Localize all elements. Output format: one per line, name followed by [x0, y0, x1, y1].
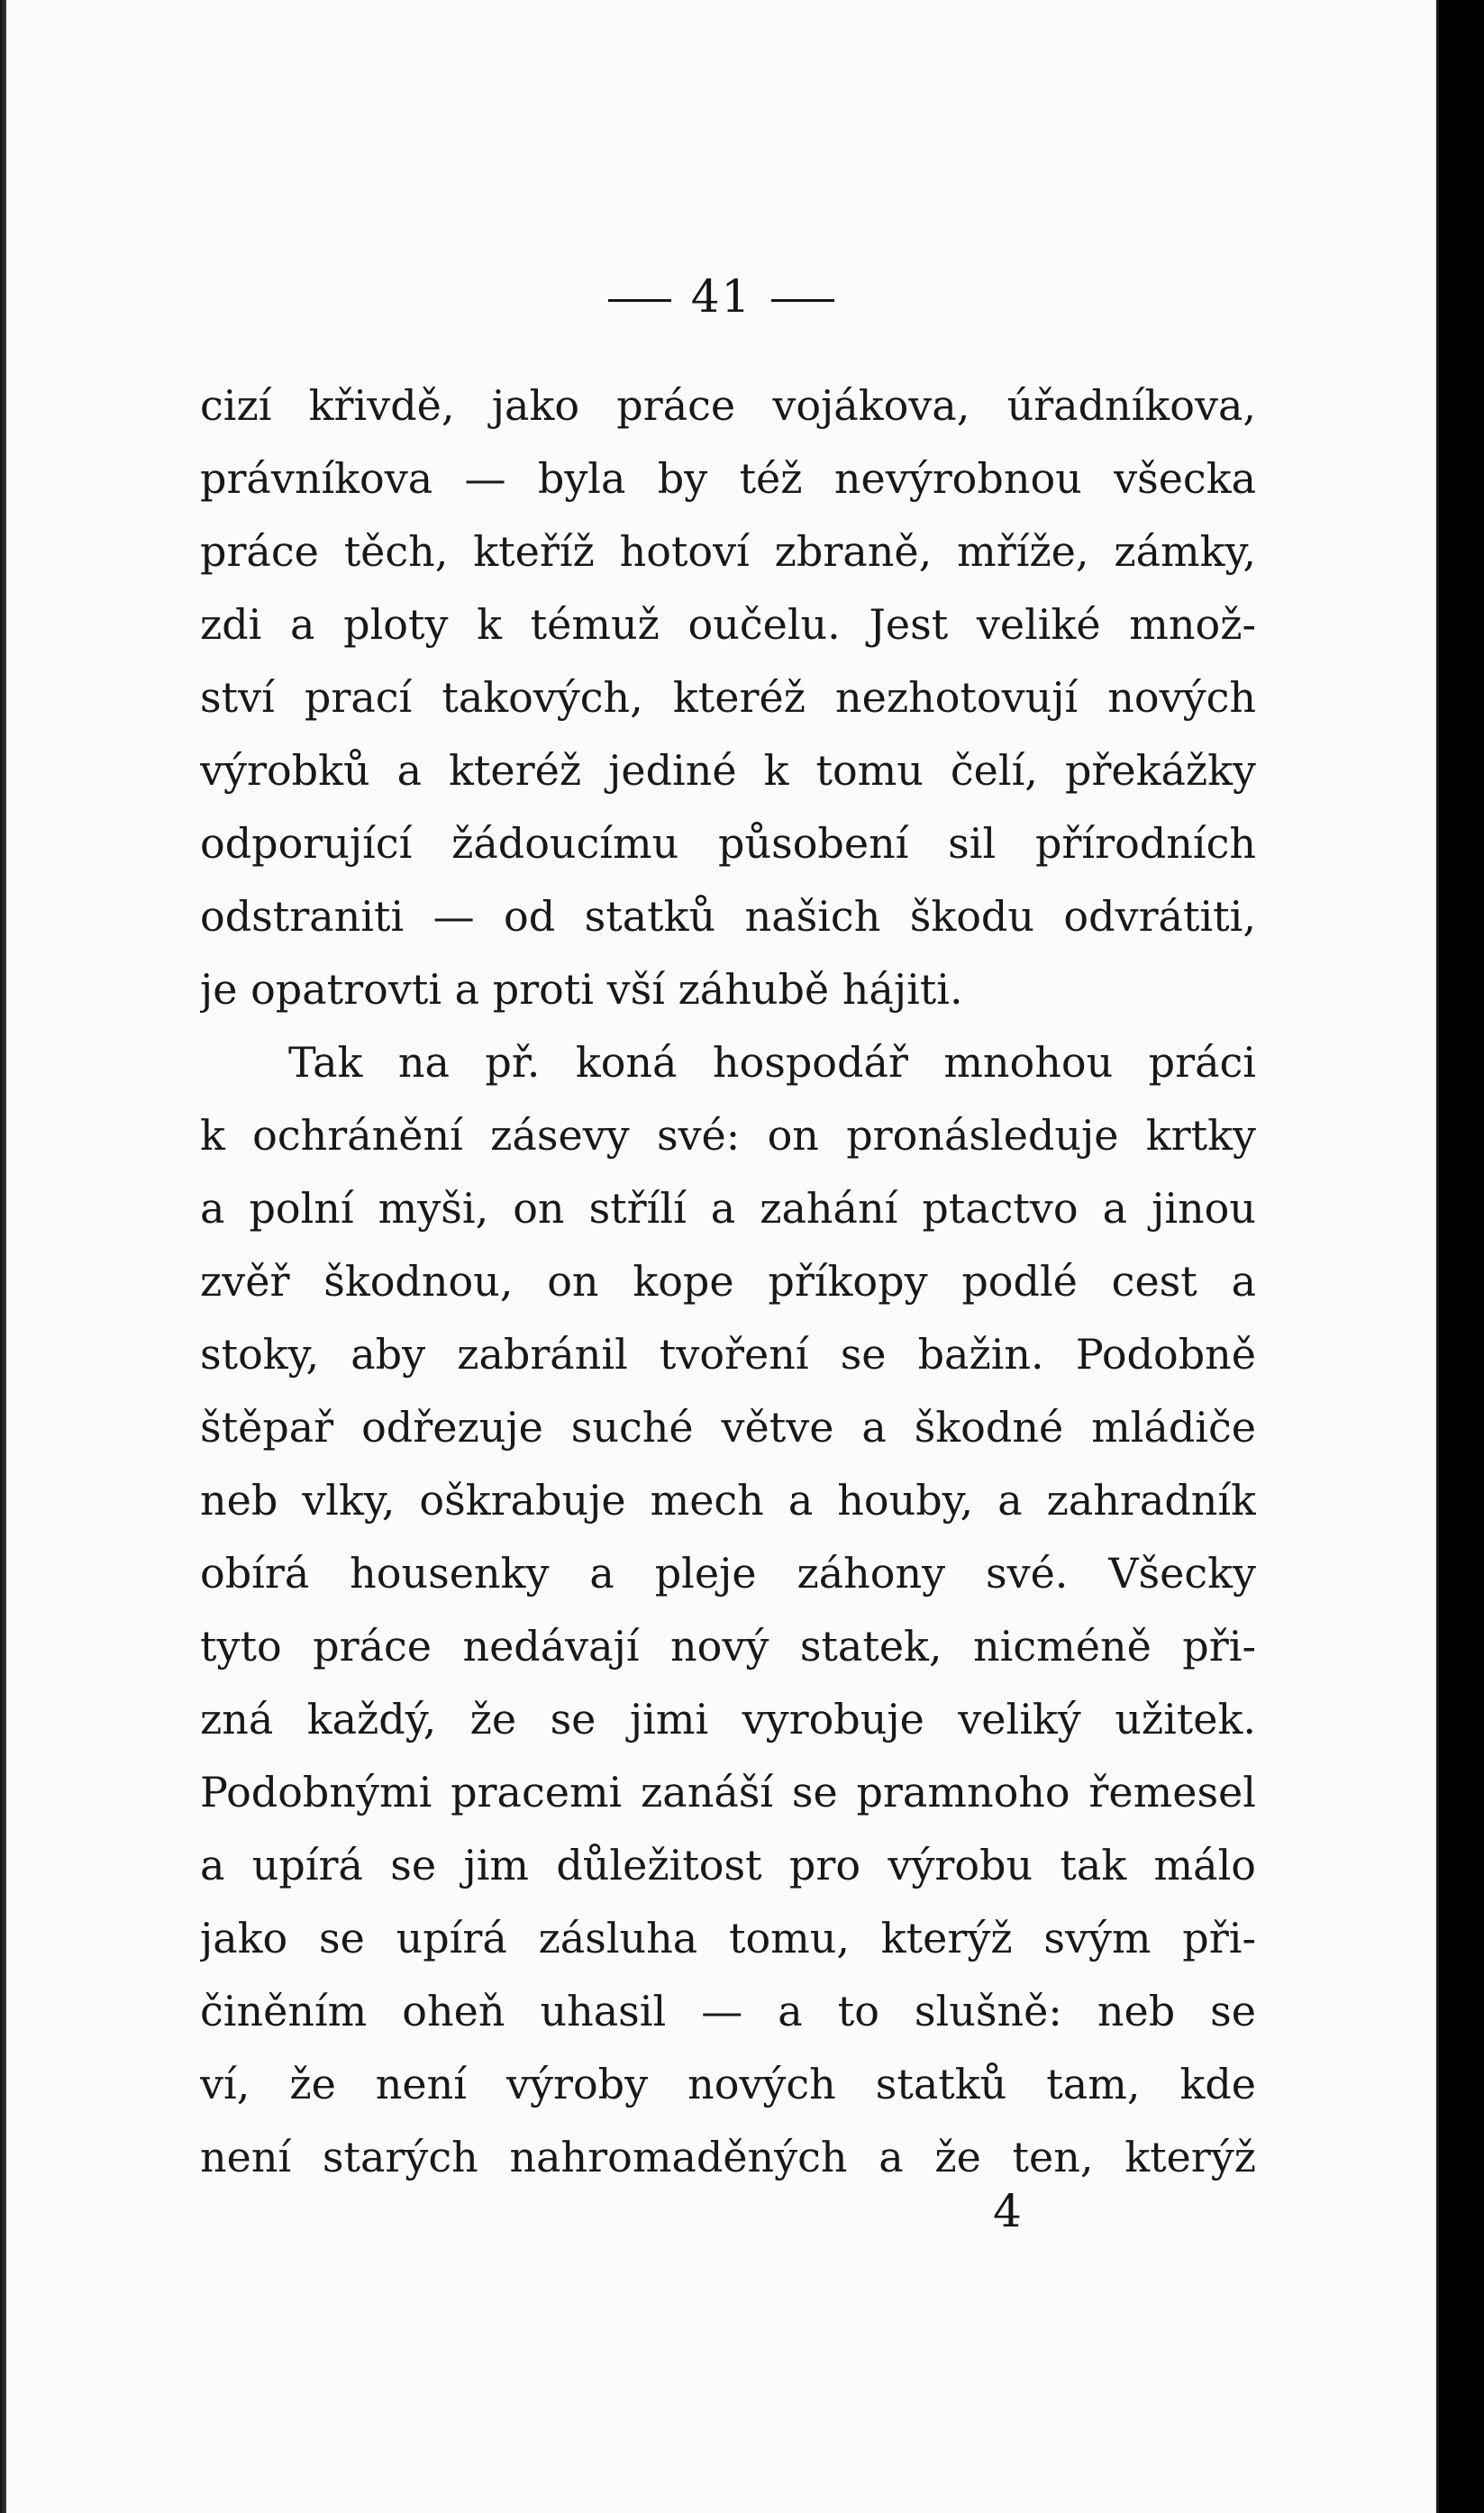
text-line: odporující žádoucímu působení sil přírodních: [200, 819, 1256, 868]
header-dash-right: [771, 299, 834, 302]
book-gutter-left: [0, 0, 6, 2513]
signature-mark: 4: [993, 2185, 1022, 2237]
text-line: výrobků a kteréž jediné k tomu čelí, překážky: [200, 746, 1256, 795]
text-line: není starých nahromaděných a že ten, kterýž: [200, 2133, 1256, 2181]
text-line: tyto práce nedávají nový statek, nicméně při-: [200, 1622, 1256, 1671]
text-line: právníkova — byla by též nevýrobnou všecka: [200, 454, 1256, 503]
text-line: cizí křivdě, jako práce vojákova, úřadníkova,: [200, 381, 1256, 430]
text-line: odstraniti — od statků našich škodu odvrátiti,: [200, 892, 1256, 941]
text-line: Podobnými pracemi zanáší se pramnoho řemesel: [200, 1768, 1256, 1816]
text-line: a upírá se jim důležitost pro výrobu tak málo: [200, 1841, 1256, 1889]
text-line: k ochránění zásevy své: on pronásleduje krtky: [200, 1111, 1256, 1160]
text-line: obírá housenky a pleje záhony své. Všecky: [200, 1549, 1256, 1598]
page-number: 41: [690, 270, 752, 323]
text-line: jako se upírá zásluha tomu, kterýž svým při-: [200, 1914, 1256, 1962]
scan-background-right: [1439, 0, 1484, 2513]
page-header: [6, 270, 1436, 323]
text-line: činěním oheň uhasil — a to slušně: neb se: [200, 1987, 1256, 2035]
book-page: [6, 0, 1439, 2513]
text-line: ství prací takových, kteréž nezhotovují nových: [200, 673, 1256, 722]
text-line: Tak na př. koná hospodář mnohou práci: [288, 1038, 1256, 1087]
text-line: práce těch, kteříž hotoví zbraně, mříže, zámky,: [200, 527, 1256, 576]
text-line: ví, že není výroby nových statků tam, kde: [200, 2060, 1256, 2108]
text-line: neb vlky, oškrabuje mech a houby, a zahradník: [200, 1476, 1256, 1525]
text-line: štěpař odřezuje suché větve a škodné mládiče: [200, 1403, 1256, 1452]
text-line: je opatrovti a proti vší záhubě hájiti.: [200, 965, 963, 1014]
text-line: stoky, aby zabránil tvoření se bažin. Podobně: [200, 1330, 1256, 1379]
body-text: [200, 369, 1256, 2194]
text-line: a polní myši, on střílí a zahání ptactvo a jinou: [200, 1184, 1256, 1233]
text-line: zvěř škodnou, on kope příkopy podlé cest a: [200, 1257, 1256, 1306]
text-line: zná každý, že se jimi vyrobuje veliký užitek.: [200, 1695, 1256, 1744]
text-line: zdi a ploty k témuž oučelu. Jest veliké množ-: [200, 600, 1256, 649]
header-dash-left: [608, 299, 671, 302]
